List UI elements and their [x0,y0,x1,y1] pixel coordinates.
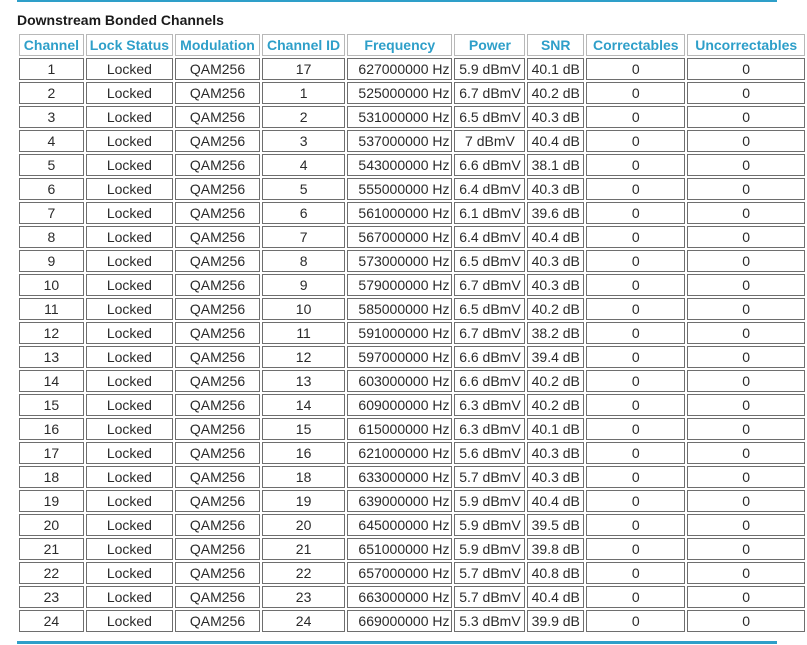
cell-correctables: 0 [586,178,685,200]
cell-power: 6.4 dBmV [454,226,525,248]
table-row [19,418,805,440]
cell-power: 6.7 dBmV [454,82,525,104]
cell-power: 6.6 dBmV [454,346,525,368]
cell-power: 5.9 dBmV [454,538,525,560]
cell-power: 5.9 dBmV [454,58,525,80]
cell-channel-id: 10 [262,298,345,320]
cell-frequency: 627000000 Hz [347,58,452,80]
cell-channel: 6 [19,178,84,200]
cell-channel-id: 11 [262,322,345,344]
cell-uncorrectables: 0 [687,58,805,80]
cell-snr: 40.4 dB [527,130,584,152]
cell-modulation: QAM256 [175,106,260,128]
cell-uncorrectables: 0 [687,82,805,104]
cell-power: 5.3 dBmV [454,610,525,632]
cell-frequency: 567000000 Hz [347,226,452,248]
cell-channel: 13 [19,346,84,368]
cell-modulation: QAM256 [175,610,260,632]
cell-snr: 40.4 dB [527,586,584,608]
cell-lock-status: Locked [86,130,173,152]
cell-correctables: 0 [586,514,685,536]
cell-power: 6.3 dBmV [454,418,525,440]
cell-uncorrectables: 0 [687,610,805,632]
cell-power: 5.7 dBmV [454,562,525,584]
cell-snr: 40.3 dB [527,178,584,200]
cell-correctables: 0 [586,298,685,320]
cell-channel-id: 5 [262,178,345,200]
cell-power: 6.3 dBmV [454,394,525,416]
cell-frequency: 525000000 Hz [347,82,452,104]
cell-correctables: 0 [586,82,685,104]
cell-lock-status: Locked [86,586,173,608]
cell-modulation: QAM256 [175,466,260,488]
cell-frequency: 615000000 Hz [347,418,452,440]
cell-power: 5.7 dBmV [454,586,525,608]
cell-power: 5.9 dBmV [454,514,525,536]
table-header-row [19,34,805,56]
cell-snr: 40.2 dB [527,82,584,104]
cell-frequency: 603000000 Hz [347,370,452,392]
table-row [19,538,805,560]
table-row [19,178,805,200]
cell-lock-status: Locked [86,250,173,272]
cell-snr: 40.3 dB [527,106,584,128]
cell-channel-id: 6 [262,202,345,224]
cell-snr: 39.8 dB [527,538,584,560]
cell-correctables: 0 [586,466,685,488]
cell-channel: 17 [19,442,84,464]
cell-power: 5.9 dBmV [454,490,525,512]
table-row [19,58,805,80]
cell-modulation: QAM256 [175,226,260,248]
table-row [19,250,805,272]
cell-modulation: QAM256 [175,442,260,464]
table-row [19,562,805,584]
cell-correctables: 0 [586,418,685,440]
cell-lock-status: Locked [86,514,173,536]
cell-uncorrectables: 0 [687,514,805,536]
cell-snr: 39.6 dB [527,202,584,224]
cell-uncorrectables: 0 [687,106,805,128]
table-body [19,58,805,632]
cell-correctables: 0 [586,370,685,392]
cell-uncorrectables: 0 [687,322,805,344]
cell-channel-id: 19 [262,490,345,512]
column-header-correctables: Correctables [586,34,685,56]
cell-modulation: QAM256 [175,82,260,104]
cell-uncorrectables: 0 [687,538,805,560]
cell-frequency: 573000000 Hz [347,250,452,272]
cell-snr: 40.2 dB [527,298,584,320]
cell-uncorrectables: 0 [687,418,805,440]
cell-modulation: QAM256 [175,274,260,296]
cell-uncorrectables: 0 [687,370,805,392]
table-row [19,106,805,128]
cell-channel-id: 1 [262,82,345,104]
cell-lock-status: Locked [86,202,173,224]
cell-uncorrectables: 0 [687,130,805,152]
cell-snr: 39.4 dB [527,346,584,368]
cell-modulation: QAM256 [175,418,260,440]
cell-channel-id: 21 [262,538,345,560]
cell-frequency: 579000000 Hz [347,274,452,296]
cell-lock-status: Locked [86,82,173,104]
cell-frequency: 621000000 Hz [347,442,452,464]
cell-lock-status: Locked [86,610,173,632]
cell-channel: 14 [19,370,84,392]
table-row [19,610,805,632]
table-row [19,514,805,536]
table-row [19,154,805,176]
table-row [19,466,805,488]
cell-channel-id: 20 [262,514,345,536]
cell-frequency: 555000000 Hz [347,178,452,200]
table-row [19,274,805,296]
cell-correctables: 0 [586,250,685,272]
cell-channel: 16 [19,418,84,440]
cell-frequency: 537000000 Hz [347,130,452,152]
table-row [19,298,805,320]
cell-uncorrectables: 0 [687,490,805,512]
downstream-channels-table [17,32,807,634]
cell-modulation: QAM256 [175,58,260,80]
cell-power: 6.1 dBmV [454,202,525,224]
cell-channel: 15 [19,394,84,416]
cell-frequency: 645000000 Hz [347,514,452,536]
cell-correctables: 0 [586,490,685,512]
cell-lock-status: Locked [86,322,173,344]
cell-channel: 3 [19,106,84,128]
cell-lock-status: Locked [86,154,173,176]
table-row [19,586,805,608]
cell-channel: 11 [19,298,84,320]
cell-lock-status: Locked [86,226,173,248]
cell-snr: 40.8 dB [527,562,584,584]
cell-modulation: QAM256 [175,250,260,272]
cell-snr: 38.1 dB [527,154,584,176]
cell-power: 5.6 dBmV [454,442,525,464]
cell-uncorrectables: 0 [687,298,805,320]
top-divider [17,0,777,2]
cell-lock-status: Locked [86,274,173,296]
cell-modulation: QAM256 [175,202,260,224]
cell-channel: 4 [19,130,84,152]
cell-lock-status: Locked [86,58,173,80]
cell-frequency: 663000000 Hz [347,586,452,608]
cell-frequency: 597000000 Hz [347,346,452,368]
column-header-channel: Channel [19,34,84,56]
cell-correctables: 0 [586,58,685,80]
cell-power: 6.4 dBmV [454,178,525,200]
cell-uncorrectables: 0 [687,442,805,464]
cell-correctables: 0 [586,586,685,608]
cell-channel-id: 8 [262,250,345,272]
column-header-uncorrectables: Uncorrectables [687,34,805,56]
table-row [19,346,805,368]
cell-channel-id: 23 [262,586,345,608]
cell-lock-status: Locked [86,442,173,464]
cell-uncorrectables: 0 [687,226,805,248]
cell-channel-id: 13 [262,370,345,392]
cell-uncorrectables: 0 [687,250,805,272]
cell-snr: 40.1 dB [527,418,584,440]
cell-lock-status: Locked [86,562,173,584]
cell-channel: 10 [19,274,84,296]
table-row [19,442,805,464]
cell-correctables: 0 [586,322,685,344]
cell-channel: 19 [19,490,84,512]
cell-snr: 40.3 dB [527,442,584,464]
table-row [19,490,805,512]
cell-frequency: 609000000 Hz [347,394,452,416]
cell-power: 5.7 dBmV [454,466,525,488]
cell-uncorrectables: 0 [687,274,805,296]
column-header-lock-status: Lock Status [86,34,173,56]
cell-frequency: 591000000 Hz [347,322,452,344]
cell-channel: 5 [19,154,84,176]
cell-frequency: 531000000 Hz [347,106,452,128]
cell-lock-status: Locked [86,178,173,200]
table-container [17,32,798,634]
cell-power: 6.6 dBmV [454,154,525,176]
cell-channel: 8 [19,226,84,248]
cell-power: 6.6 dBmV [454,370,525,392]
cell-snr: 40.3 dB [527,274,584,296]
cell-lock-status: Locked [86,466,173,488]
cell-channel-id: 16 [262,442,345,464]
cell-snr: 40.3 dB [527,250,584,272]
table-row [19,130,805,152]
column-header-channel-id: Channel ID [262,34,345,56]
cell-correctables: 0 [586,538,685,560]
cell-correctables: 0 [586,202,685,224]
cell-channel: 24 [19,610,84,632]
table-row [19,82,805,104]
cell-lock-status: Locked [86,418,173,440]
cell-frequency: 651000000 Hz [347,538,452,560]
cell-uncorrectables: 0 [687,394,805,416]
cell-modulation: QAM256 [175,394,260,416]
cell-uncorrectables: 0 [687,562,805,584]
cell-channel: 18 [19,466,84,488]
cell-channel: 7 [19,202,84,224]
cell-channel: 9 [19,250,84,272]
cell-lock-status: Locked [86,298,173,320]
cell-channel-id: 17 [262,58,345,80]
cell-correctables: 0 [586,154,685,176]
cell-modulation: QAM256 [175,562,260,584]
cell-snr: 40.3 dB [527,466,584,488]
cell-lock-status: Locked [86,370,173,392]
cell-modulation: QAM256 [175,178,260,200]
cell-modulation: QAM256 [175,586,260,608]
cell-power: 6.5 dBmV [454,106,525,128]
cell-uncorrectables: 0 [687,178,805,200]
cell-channel-id: 2 [262,106,345,128]
table-row [19,226,805,248]
cell-modulation: QAM256 [175,298,260,320]
cell-power: 7 dBmV [454,130,525,152]
cell-correctables: 0 [586,274,685,296]
cell-channel-id: 9 [262,274,345,296]
cell-channel: 1 [19,58,84,80]
cell-channel-id: 4 [262,154,345,176]
cell-lock-status: Locked [86,106,173,128]
cell-channel-id: 22 [262,562,345,584]
cell-channel-id: 7 [262,226,345,248]
cell-modulation: QAM256 [175,154,260,176]
cell-lock-status: Locked [86,394,173,416]
cell-snr: 40.1 dB [527,58,584,80]
cell-channel-id: 3 [262,130,345,152]
cell-snr: 38.2 dB [527,322,584,344]
table-row [19,202,805,224]
cell-channel-id: 18 [262,466,345,488]
table-row [19,322,805,344]
table-row [19,394,805,416]
cell-channel: 12 [19,322,84,344]
cell-frequency: 639000000 Hz [347,490,452,512]
cell-channel-id: 14 [262,394,345,416]
cell-frequency: 669000000 Hz [347,610,452,632]
cell-uncorrectables: 0 [687,202,805,224]
cell-channel-id: 12 [262,346,345,368]
cell-modulation: QAM256 [175,130,260,152]
column-header-snr: SNR [527,34,584,56]
cell-channel: 20 [19,514,84,536]
cell-modulation: QAM256 [175,322,260,344]
cell-uncorrectables: 0 [687,346,805,368]
cell-correctables: 0 [586,130,685,152]
cell-modulation: QAM256 [175,514,260,536]
cell-power: 6.5 dBmV [454,250,525,272]
cell-correctables: 0 [586,394,685,416]
cell-modulation: QAM256 [175,490,260,512]
cell-channel: 21 [19,538,84,560]
cell-snr: 40.4 dB [527,490,584,512]
cell-snr: 39.5 dB [527,514,584,536]
cell-correctables: 0 [586,346,685,368]
cell-correctables: 0 [586,562,685,584]
cell-channel: 2 [19,82,84,104]
cell-snr: 40.2 dB [527,370,584,392]
cell-snr: 40.2 dB [527,394,584,416]
bottom-divider [17,641,777,644]
cell-lock-status: Locked [86,490,173,512]
cell-frequency: 633000000 Hz [347,466,452,488]
cell-correctables: 0 [586,226,685,248]
cell-snr: 40.4 dB [527,226,584,248]
cell-modulation: QAM256 [175,346,260,368]
cell-correctables: 0 [586,610,685,632]
section-title: Downstream Bonded Channels [17,12,224,28]
cell-channel: 23 [19,586,84,608]
cell-uncorrectables: 0 [687,154,805,176]
cell-power: 6.7 dBmV [454,274,525,296]
cell-lock-status: Locked [86,346,173,368]
column-header-modulation: Modulation [175,34,260,56]
column-header-frequency: Frequency [347,34,452,56]
cell-frequency: 543000000 Hz [347,154,452,176]
cell-frequency: 657000000 Hz [347,562,452,584]
cell-modulation: QAM256 [175,370,260,392]
cell-uncorrectables: 0 [687,586,805,608]
column-header-power: Power [454,34,525,56]
cell-correctables: 0 [586,442,685,464]
cell-modulation: QAM256 [175,538,260,560]
cell-channel-id: 15 [262,418,345,440]
cell-frequency: 561000000 Hz [347,202,452,224]
table-row [19,370,805,392]
cell-frequency: 585000000 Hz [347,298,452,320]
cell-channel: 22 [19,562,84,584]
cell-uncorrectables: 0 [687,466,805,488]
cell-lock-status: Locked [86,538,173,560]
cell-snr: 39.9 dB [527,610,584,632]
cell-power: 6.5 dBmV [454,298,525,320]
cell-power: 6.7 dBmV [454,322,525,344]
cell-channel-id: 24 [262,610,345,632]
cell-correctables: 0 [586,106,685,128]
